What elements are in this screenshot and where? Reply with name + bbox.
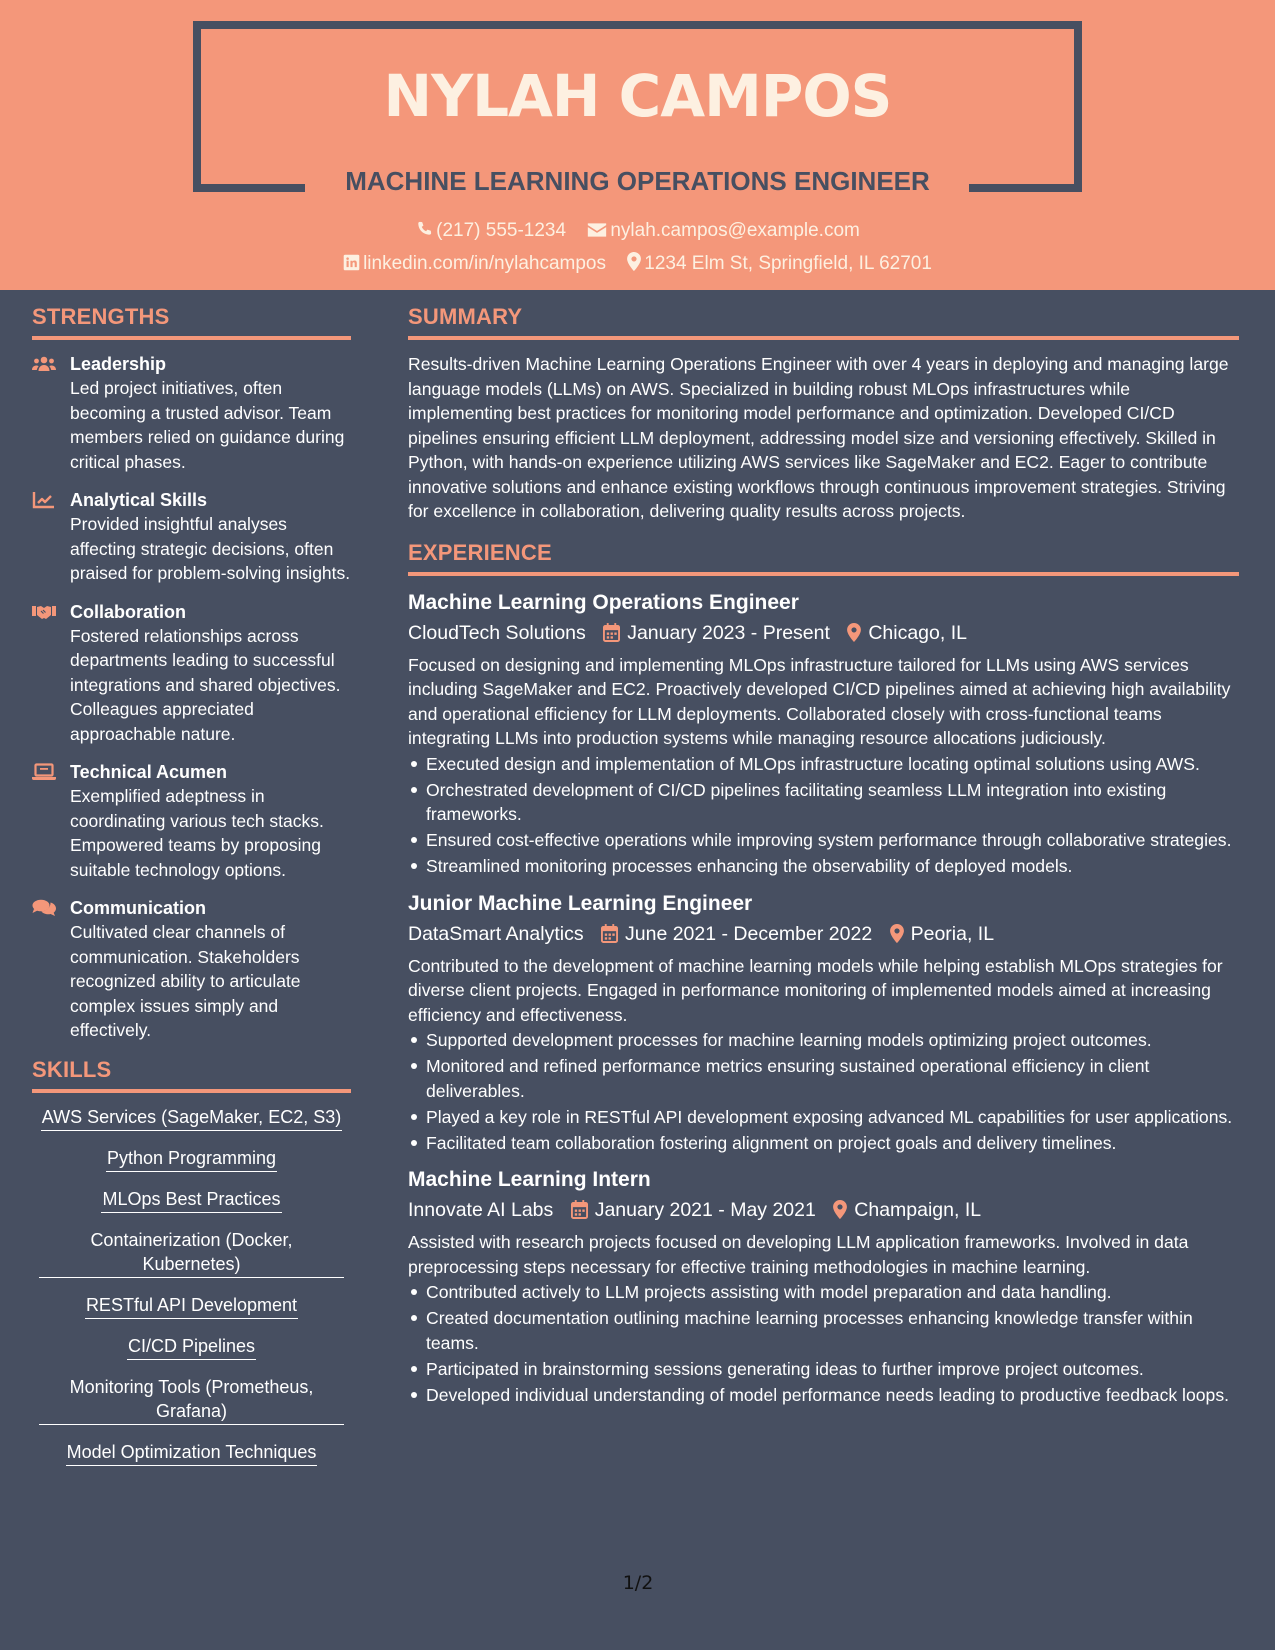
bullet-item: Executed design and implementation of MLOps infrastructure locating optimal solutions using AWS. [408,752,1239,777]
comments-icon [32,898,56,918]
strength-item [32,896,351,1043]
summary-text: Results-driven Machine Learning Operations Engineer with over 4 years in deploying and managing large language models (LLMs) on AWS. Specialized in building robust MLOps infrastructures while implementing best practices for monitoring model performance and optimization. Developed CI/CD pipelines ensuring efficient LLM deployment, addressing model size and versioning effectively. Skilled in Python, with hands-on experience utilizing AWS services like SageMaker and EC2. Eager to contribute innovative solutions and enhance existing workflows through continuous improvement strategies. Striving for excellence in collaboration, delivering quality results across projects. [408,354,1229,521]
linkedin-icon [343,254,360,271]
job-dates: January 2021 - May 2021 [571,1195,816,1225]
strength-desc: Cultivated clear channels of communication. Stakeholders recognized ability to articulate complex issues simply and effectively. [70,922,301,1040]
location-pin-icon [833,1200,847,1219]
contact-row-1 [0,220,1275,242]
strength-title: Collaboration [70,601,186,622]
bullet-item: Contributed actively to LLM projects assisting with model preparation and data handling. [408,1280,1239,1305]
job-dates: June 2021 - December 2022 [601,919,872,949]
location-pin-icon [627,252,641,271]
skill-item: Model Optimization Techniques [39,1440,344,1466]
strength-title: Communication [70,898,207,918]
job-entry [408,889,1239,1156]
phone-icon [415,220,433,238]
bullet-item: Created documentation outlining machine learning processes enhancing knowledge transfer within teams. [408,1306,1239,1355]
bullet-item: Facilitated team collaboration fostering alignment on project goals and delivery timelines. [408,1131,1239,1156]
page-number: 1/2 [622,1572,654,1594]
bullet-item: Supported development processes for machine learning models optimizing project outcomes. [408,1028,1239,1053]
address-contact [627,252,932,275]
candidate-name: NYLAH CAMPOS [383,62,892,130]
contact-row-2 [0,252,1275,275]
job-location: Champaign, IL [833,1195,981,1225]
skills-heading: SKILLS [32,1057,351,1093]
calendar-icon [603,623,620,642]
linkedin-text: linkedin.com/in/nylahcampos [363,253,606,274]
bullet-item: Monitored and refined performance metrics ensuring sustained operational efficiency in client deliverables. [408,1054,1239,1103]
job-dates: January 2023 - Present [603,618,830,648]
job-meta [408,618,1239,648]
job-bullets [408,752,1239,879]
job-bullets [408,1028,1239,1155]
skill-item: MLOps Best Practices [39,1187,344,1213]
skills-list [32,1105,351,1466]
linkedin-contact[interactable] [343,253,606,275]
experience-heading: EXPERIENCE [408,540,1239,576]
strength-title: Analytical Skills [70,490,208,510]
bullet-item: Streamlined monitoring processes enhancing the observability of deployed models. [408,854,1239,879]
users-icon [32,354,56,374]
job-title: Machine Learning Operations Engineer [408,590,799,614]
job-company: CloudTech Solutions [408,621,586,644]
bullet-item: Developed individual understanding of model performance needs leading to productive feedback loops. [408,1383,1239,1408]
job-description: Assisted with research projects focused on developing LLM application frameworks. Involved in data preprocessing steps necessary for effective training methodologies in machine learning. [408,1232,1189,1277]
left-column [32,304,351,1481]
skill-item: RESTful API Development [39,1293,344,1319]
summary-heading: SUMMARY [408,304,1239,340]
strength-desc: Exemplified adeptness in coordinating various tech stacks. Empowered teams by proposing suitable technology options. [70,786,324,880]
strength-item [32,760,351,882]
email-text: nylah.campos@example.com [610,220,860,241]
strength-item [32,488,351,586]
candidate-title: MACHINE LEARNING OPERATIONS ENGINEER [345,166,930,196]
bullet-item: Ensured cost-effective operations while improving system performance through collaborative strategies. [408,828,1239,853]
laptop-icon [32,762,56,782]
resume-header [0,0,1275,290]
phone-contact[interactable] [415,220,566,242]
job-title: Junior Machine Learning Engineer [408,891,753,915]
job-entry [408,588,1239,879]
calendar-icon [571,1200,588,1219]
address-text: 1234 Elm St, Springfield, IL 62701 [644,253,932,274]
job-location: Chicago, IL [847,618,967,648]
strength-desc: Provided insightful analyses affecting strategic decisions, often praised for problem-solving insights. [70,514,351,583]
job-description: Contributed to the development of machine learning models while helping establish MLOps strategies for diverse client projects. Engaged in performance monitoring of implemented models aimed at increasing efficiency and effectiveness. [408,955,1223,1025]
right-column [408,304,1239,1417]
strength-desc: Fostered relationships across departments leading to successful integrations and shared objectives. Colleagues appreciated approachable nature. [70,625,341,744]
job-description: Focused on designing and implementing MLOps infrastructure tailored for LLMs using AWS services including SageMaker and EC2. Proactively developed CI/CD pipelines aimed at achieving high availability and operational efficiency for LLM deployments. Collaborated closely with cross-functional teams integrating LLMs into production systems while managing resource allocations judiciously. [408,654,1231,748]
strength-title: Technical Acumen [70,762,228,782]
skill-item: AWS Services (SageMaker, EC2, S3) [39,1105,344,1131]
job-entry [408,1165,1239,1407]
job-company: DataSmart Analytics [408,922,584,945]
job-company: Innovate AI Labs [408,1199,554,1221]
email-icon [587,222,607,238]
job-bullets [408,1280,1239,1407]
skill-item: CI/CD Pipelines [39,1334,344,1360]
skill-item: Monitoring Tools (Prometheus, Grafana) [39,1375,344,1425]
bullet-item: Orchestrated development of CI/CD pipelines facilitating seamless LLM integration into existing frameworks. [408,778,1239,827]
skill-item: Python Programming [39,1146,344,1172]
strength-title: Leadership [70,354,167,374]
handshake-icon [32,602,56,622]
calendar-icon [601,924,618,943]
skill-item: Containerization (Docker, Kubernetes) [39,1228,344,1278]
location-pin-icon [847,623,861,642]
chart-line-icon [32,490,56,510]
strength-desc: Led project initiatives, often becoming a trusted advisor. Team members relied on guidance during critical phases. [70,378,345,472]
phone-text: (217) 555-1234 [436,220,567,241]
job-meta [408,1195,1239,1225]
email-contact[interactable] [587,220,860,242]
strength-item [32,352,351,474]
bullet-item: Participated in brainstorming sessions generating ideas to further improve project outcomes. [408,1357,1239,1382]
strengths-heading: STRENGTHS [32,304,351,340]
job-title: Machine Learning Intern [408,1168,651,1191]
location-pin-icon [890,924,904,943]
strength-item [32,600,351,747]
job-location: Peoria, IL [890,919,994,949]
job-meta [408,919,1239,949]
bullet-item: Played a key role in RESTful API development exposing advanced ML capabilities for user applications. [408,1105,1239,1130]
